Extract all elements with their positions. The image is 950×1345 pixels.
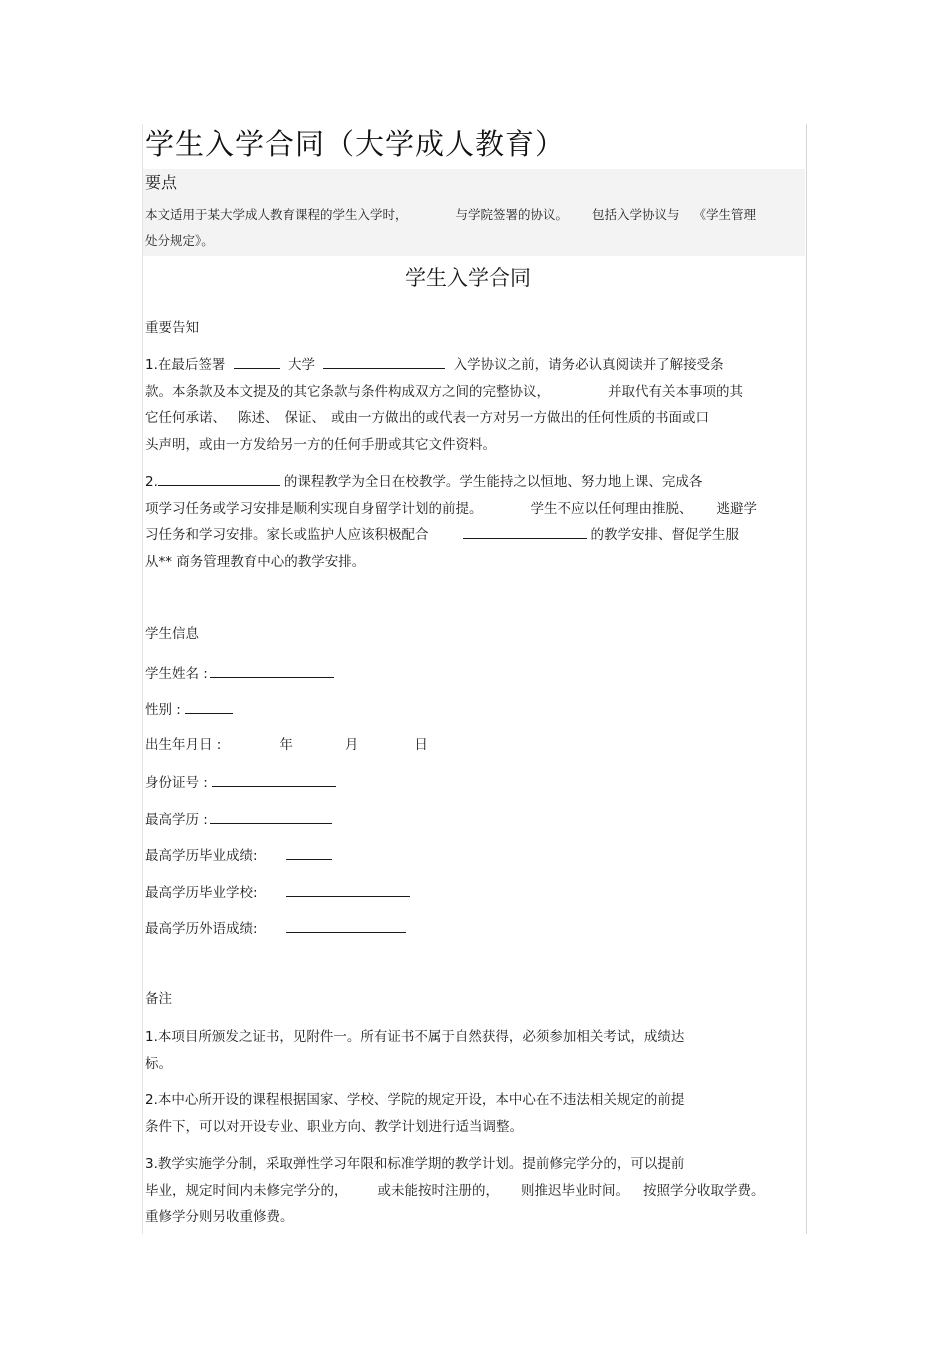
text-run: 项学习任务或学习安排是顺利实现自身留学计划的前提。	[145, 500, 483, 517]
text-run: 习任务和学习安排。家长或监护人应该积极配合	[145, 527, 429, 543]
text-run: 则推迟毕业时间。	[521, 1182, 629, 1199]
summary-text	[145, 202, 800, 254]
text-run: 学生不应以任何理由推脱、	[530, 500, 693, 517]
text-run: 保证、	[284, 410, 325, 426]
school-blank[interactable]	[286, 881, 410, 897]
page-title: 学生入学合同（大学成人教育）	[145, 127, 566, 161]
text-run: 头声明，或由一方发给另一方的任何手册或其它文件资料。	[145, 436, 496, 453]
text-run: 1.本项目所颁发之证书，见附件一。所有证书不属于自然获得，必须参加相关考试，成绩达	[145, 1029, 685, 1045]
text-run: 重修学分则另收重修费。	[145, 1209, 294, 1225]
id-number-blank[interactable]	[212, 771, 336, 787]
document-heading-text: 学生入学合同	[405, 266, 531, 290]
text-run: 2.本中心所开设的课程根据国家、学校、学院的规定开设，本中心在不违法相关规定的前提	[145, 1092, 685, 1108]
language-score-row	[145, 917, 410, 939]
blank-field[interactable]	[323, 353, 445, 369]
remark-2	[145, 1087, 805, 1140]
text-run: 大学	[287, 357, 315, 373]
field-label: 学生姓名 :	[145, 666, 208, 682]
field-label: 最高学历毕业学校:	[145, 885, 258, 901]
month-label: 月	[344, 737, 359, 753]
education-row	[145, 808, 336, 830]
field-label: 最高学历毕业成绩:	[145, 848, 258, 864]
notice-paragraph-2	[145, 469, 805, 575]
grade-row	[145, 844, 336, 866]
language-score-blank[interactable]	[286, 917, 406, 933]
text-run: 毕业，规定时间内未修完学分的，	[145, 1182, 348, 1199]
field-label: 性别 :	[145, 702, 181, 718]
gender-blank[interactable]	[185, 698, 233, 714]
field-label: 最高学历外语成绩:	[145, 921, 258, 937]
id-number-row	[145, 771, 340, 793]
remark-3	[145, 1151, 805, 1231]
education-blank[interactable]	[210, 808, 332, 824]
notice-heading: 重要告知	[145, 320, 199, 336]
text-run: 它任何承诺、	[145, 410, 226, 426]
student-info-heading: 学生信息	[145, 626, 199, 642]
notice-paragraph-1	[145, 352, 805, 458]
summary-part: 包括入学协议与	[592, 207, 680, 222]
text-run: 从** 商务管理教育中心的教学安排。	[145, 553, 366, 570]
grade-blank[interactable]	[286, 844, 332, 860]
text-run: 的教学安排、督促学生服	[590, 527, 739, 543]
year-label: 年	[279, 737, 293, 753]
text-run: 逃避学	[716, 500, 757, 517]
summary-part: 处分规定》。	[145, 233, 214, 248]
student-name-row	[145, 662, 338, 684]
text-run: 的课程教学为全日在校教学。学生能持之以恒地、努力地上课、完成各	[283, 474, 703, 490]
summary-part: 本文适用于某大学成人教育课程的学生入学时，	[145, 207, 408, 222]
gender-row	[145, 698, 237, 720]
remarks-heading: 备注	[145, 991, 172, 1007]
field-label: 出生年月日 :	[145, 737, 222, 753]
school-row	[145, 881, 414, 903]
remark-1	[145, 1024, 805, 1077]
blank-field[interactable]	[158, 470, 280, 486]
text-run: 陈述、	[238, 410, 279, 426]
text-run: 2.	[145, 474, 158, 490]
student-name-blank[interactable]	[210, 662, 334, 678]
text-run: 或未能按时注册的，	[377, 1182, 499, 1199]
document-heading	[0, 264, 950, 292]
field-label: 身份证号 :	[145, 775, 208, 791]
text-run: 按照学分收取学费。	[643, 1182, 765, 1199]
blank-field[interactable]	[234, 353, 280, 369]
field-label: 最高学历 :	[145, 812, 208, 828]
text-run: 或由一方做出的或代表一方对另一方做出的任何性质的书面或口	[331, 410, 709, 426]
day-label: 日	[414, 737, 428, 753]
text-run: 条件下，可以对开设专业、职业方向、教学计划进行适当调整。	[145, 1118, 523, 1135]
text-run: 1.在最后签署	[145, 357, 226, 373]
text-run: 标。	[145, 1055, 172, 1072]
text-run: 入学协议之前，请务必认真阅读并了解接受条	[453, 357, 724, 373]
text-run: 并取代有关本事项的其	[608, 383, 743, 400]
summary-part: 与学院签署的协议。	[455, 207, 569, 222]
summary-part: 《学生管理	[693, 207, 757, 222]
blank-field[interactable]	[463, 523, 587, 539]
summary-heading: 要点	[145, 173, 178, 192]
text-run: 3.教学实施学分制，采取弹性学习年限和标准学期的教学计划。提前修完学分的，可以提前	[145, 1156, 685, 1172]
text-run: 款。本条款及本文提及的其它条款与条件构成双方之间的完整协议，	[145, 383, 550, 400]
dob-row	[145, 735, 428, 755]
